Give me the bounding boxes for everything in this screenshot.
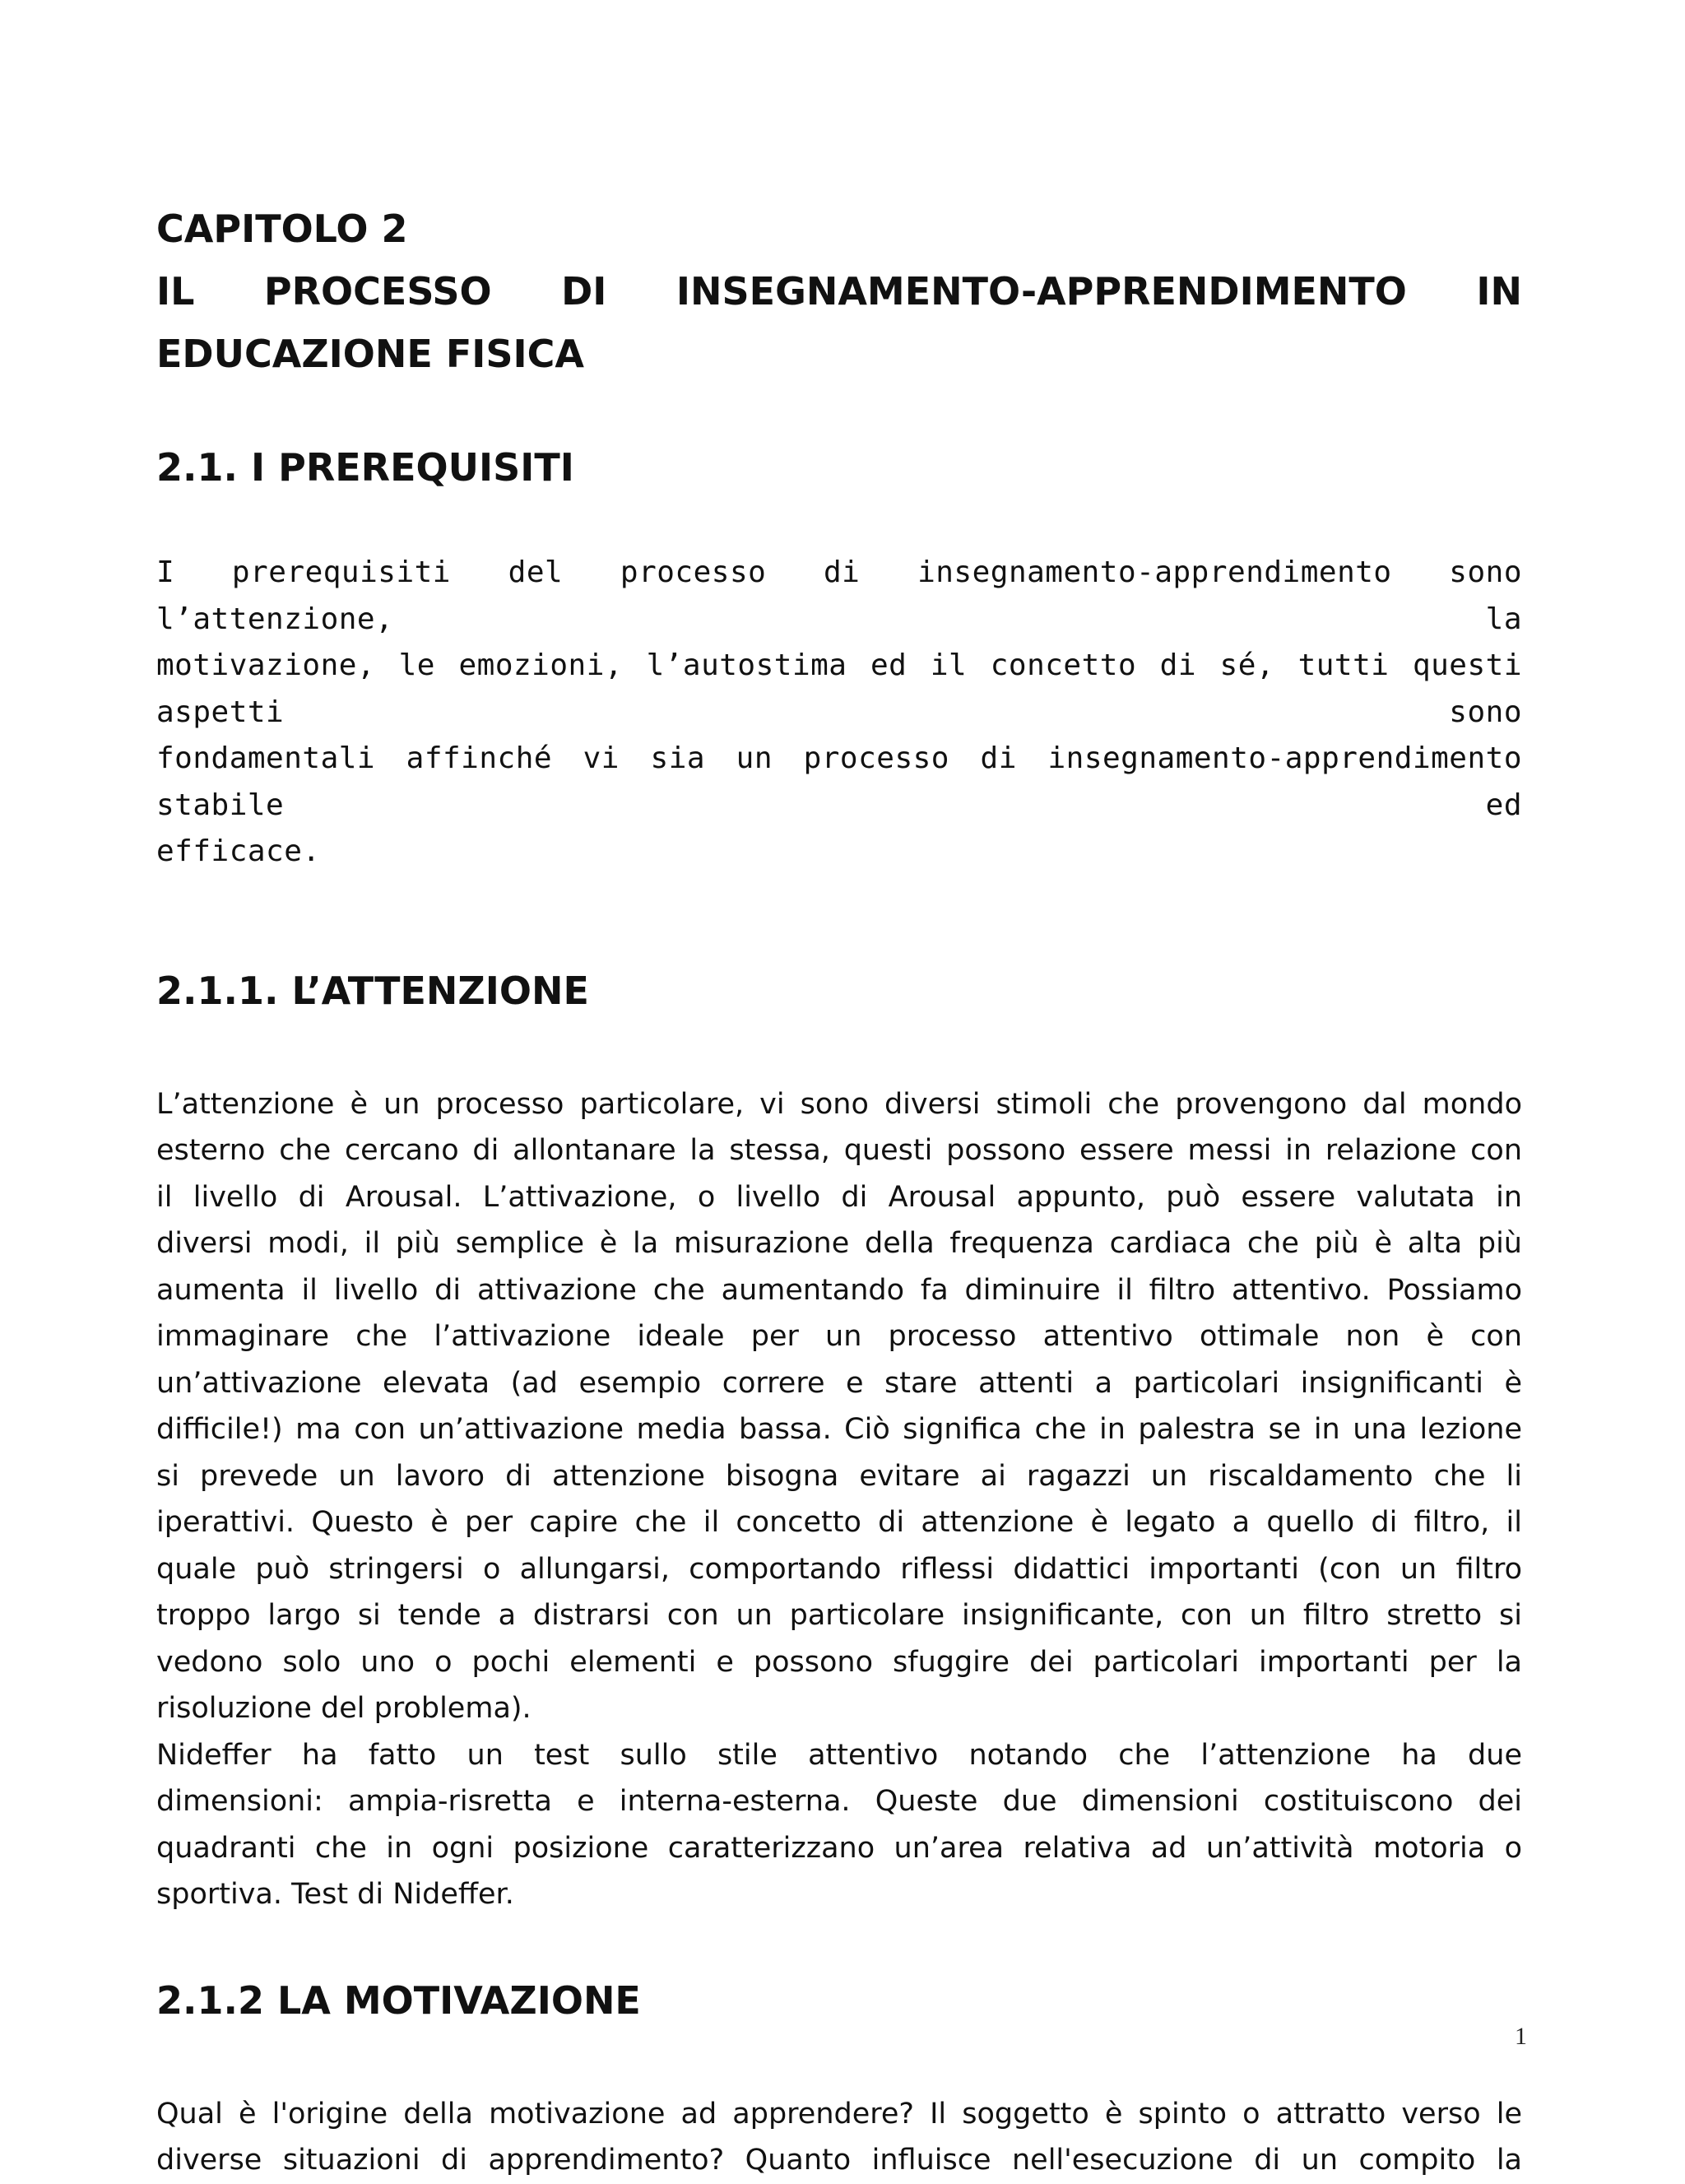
chapter-title-line-2: EDUCAZIONE FISICA [156,332,584,376]
paragraph-line: motivazione, le emozioni, l’autostima ed il concetto di sé, tutti questi aspetti sono [156,648,1522,729]
paragraph-line: troppo largo si tende a distrarsi con un particolare insignificante, con un filtro stretto si [156,1599,1522,1632]
paragraph-line: aumenta il livello di attivazione che aumentando fa diminuire il filtro attentivo. Possiamo [156,1273,1522,1307]
paragraph-line: esterno che cercano di allontanare la stessa, questi possono essere messi in relazione con [156,1134,1522,1167]
paragraph-line: iperattivi. Questo è per capire che il concetto di attenzione è legato a quello di filtro, il [156,1506,1522,1539]
paragraph-line: efficace. [156,834,321,868]
paragraph-attenzione [156,1081,1522,1918]
paragraph-line: difficile!) ma con un’attivazione media bassa. Ciò significa che in palestra se in una lezione [156,1413,1522,1446]
section-heading-2-1-1: 2.1.1. L’ATTENZIONE [156,968,589,1013]
paragraph-line: vedono solo uno o pochi elementi e possono sfuggire dei particolari importanti per la [156,1645,1522,1679]
paragraph-line: immaginare che l’attivazione ideale per un processo attentivo ottimale non è con [156,1320,1522,1353]
paragraph-line: dimensioni: ampia-risretta e interna-esterna. Queste due dimensioni costituiscono dei [156,1785,1522,1818]
page-number: 1 [1515,2023,1527,2050]
paragraph-line: Qual è l'origine della motivazione ad apprendere? Il soggetto è spinto o attratto verso le [156,2097,1522,2131]
paragraph-line: fondamentali affinché vi sia un processo di insegnamento-apprendimento stabile ed [156,741,1522,822]
paragraph-motivazione [156,2091,1522,2184]
chapter-number-label: CAPITOLO 2 [156,207,408,251]
paragraph-line: quadranti che in ogni posizione caratterizzano un’area relativa ad un’attività motoria o [156,1831,1522,1865]
document-page [156,197,1522,2184]
paragraph-line: diversi modi, il più semplice è la misurazione della frequenza cardiaca che più è alta più [156,1227,1522,1260]
paragraph-line: Nideffer ha fatto un test sullo stile attentivo notando che l’attenzione ha due [156,1738,1522,1772]
paragraph-line: un’attivazione elevata (ad esempio correre e stare attenti a particolari insignificanti è [156,1366,1522,1400]
paragraph-line: risoluzione del problema). [156,1692,531,1725]
paragraph-line: sportiva. Test di Nideffer. [156,1878,514,1911]
chapter-title-line-1: IL PROCESSO DI INSEGNAMENTO-APPRENDIMENTO IN [156,269,1522,314]
paragraph-line: diverse situazioni di apprendimento? Quanto influisce nell'esecuzione di un compito la [156,2144,1522,2177]
paragraph-prerequisiti [156,550,1522,876]
paragraph-line: I prerequisiti del processo di insegnamento-apprendimento sono l’attenzione, la [156,555,1522,636]
paragraph-line: L’attenzione è un processo particolare, vi sono diversi stimoli che provengono dal mondo [156,1087,1522,1121]
section-heading-2-1-2: 2.1.2 LA MOTIVAZIONE [156,1977,641,2023]
section-heading-2-1: 2.1. I PREREQUISITI [156,445,574,490]
paragraph-line: si prevede un lavoro di attenzione bisogna evitare ai ragazzi un riscaldamento che li [156,1459,1522,1493]
paragraph-line: quale può stringersi o allungarsi, comportando riflessi didattici importanti (con un filtro [156,1552,1522,1586]
paragraph-line: il livello di Arousal. L’attivazione, o livello di Arousal appunto, può essere valutata in [156,1180,1522,1214]
chapter-heading [156,197,1522,385]
